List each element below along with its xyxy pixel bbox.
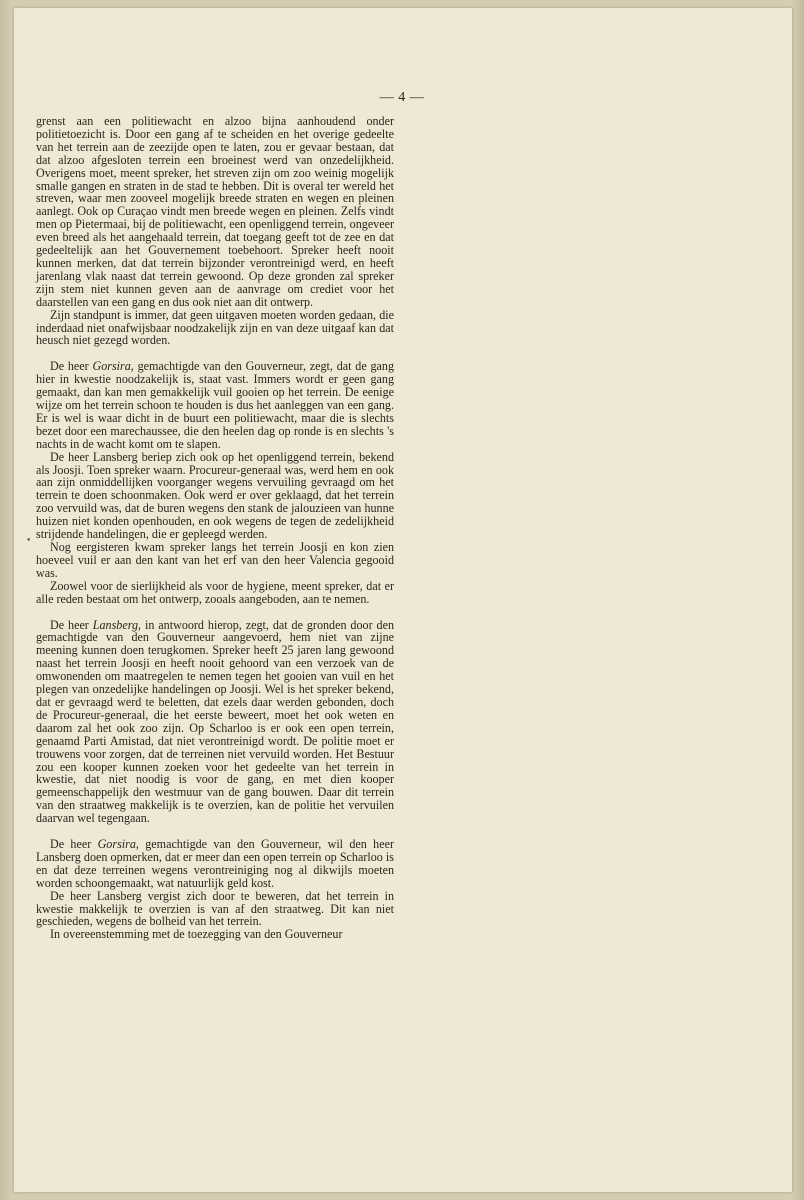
speaker-prefix: De heer [50, 837, 98, 852]
speaker-name: Gorsira, [92, 359, 134, 374]
paragraph-3 [36, 360, 394, 450]
speaker-prefix: De heer [50, 359, 93, 374]
paragraph-4: De heer Lansberg beriep zich ook op het openliggend terrein, bekend als Joosji. Toen spreker waarn. Procureur-generaal was, werd hem en ook aan zijn onmiddellijken voorganger wegens vervuiling gevraagd om het terrein te doen schoonmaken. Ook werd er over geklaagd, dat het terrein zoo vervuild was, dat de buren wegens den stank de jalouzieen van hunne huizen niet konden openhouden, en ook wegens de tegen de zedelijkheid strijdende handelingen, die er gepleegd werden. [36, 449, 394, 542]
paragraph-10: In overeenstemming met de toezegging van den Gouverneur [50, 927, 343, 942]
paragraph-1: grenst aan een politiewacht en alzoo bijna aanhoudend onder politietoezicht is. Door een gang af te scheiden en het overige gedeelte van het terrein aan de zeezijde open te laten, zou er gevaar bestaan, dat dat alzoo afgesloten terrein een broeinest werd van onzedelijkheid. Overigens moet, meent spreker, het streven zijn om zoo weinig mogelijk smalle gangen en straten in de stad te hebben. Dit is overal ter wereld het streven, waar men zooveel mogelijk breede straten en wegen en pleinen aanlegt. Ook op Curaçao vindt men breede wegen en pleinen. Zelfs vindt men op Pietermaai, bij de politiewacht, een openliggend terrein, ongeveer even breed als het aangehaald terrein, dat toegang geeft tot de zee en dat gedeeltelijk aan het Gouvernement toebehoort. Spreker heeft nooit kunnen merken, dat dat terrein bijzonder verontreinigd werd, en heeft jarenlang vlak naast dat terrein gewoond. Op deze gronden zal spreker zijn stem niet kunnen geven aan de aanvrage om crediet voor het daarstellen van een gang en dus ook niet aan dit ontwerp. [36, 114, 394, 309]
paragraph-6: Zoowel voor de sierlijkheid als voor de hygiene, meent spreker, dat er alle reden bestaat om het ontwerp, zooals aangeboden, aan te nemen. [36, 578, 394, 606]
paragraph-2: Zijn standpunt is immer, dat geen uitgaven moeten worden gedaan, die inderdaad niet onafwijsbaar noodzakelijk zijn en van deze uitgaaf kan dat heusch niet gezegd worden. [36, 307, 394, 348]
text-column [36, 115, 394, 941]
paragraph-8 [36, 838, 394, 890]
speaker-name: Lansberg, [92, 617, 142, 632]
paragraph-body: gemachtigde van den Gouverneur, wil den heer Lansberg doen opmerken, dat er meer dan een open terrein op Scharloo is en dat deze terreinen wegens verontreiniging nog al dikwijls moeten worden schoongemaakt, wat natuurlijk geld kost. [36, 837, 394, 890]
binding-mark: • [26, 536, 32, 546]
paragraph-body: in antwoord hierop, zegt, dat de gronden door den gemachtigde van den Gouverneur aangevoerd, hem niet van zijne meening kunnen doen terugkomen. Spreker heeft 25 jaren lang gewoond naast het terrein Joosji en heeft nooit gehoord van een verzoek van de omwonenden om maatregelen te nemen tegen het gooien van vuil en het plegen van onzedelijke handelingen op Joosji. Wel is het spreker bekend, dat er gevraagd werd te beletten, dat ezels daar werden gebonden, doch de Procureur-generaal, die het eerste beweert, moet het ook weten en daarom zal het ook zoo zijn. Op Scharloo is er ook een open terrein, genaamd Parti Amistad, dat niet verontreinigd wordt. De politie moet er trouwens voor zorgen, dat de terreinen niet vervuild worden. Het Bestuur zou een kooper kunnen zoeken voor het gedeelte van het terrein in kwestie, dat niet noodig is voor de gang, en met dien kooper gemeenschappelijk den westmuur van de gang bouwen. Daar dit terrein van den straatweg makkelijk is te overzien, kan de politie het vervuilen daarvan wel tegengaan. [36, 617, 394, 826]
page-number: — 4 — [379, 90, 425, 105]
speaker-name: Gorsira, [97, 837, 139, 852]
paragraph-5: Nog eergisteren kwam spreker langs het terrein Joosji en kon zien hoeveel vuil er aan den kant van het erf van den heer Valencia gegooid was. [36, 540, 394, 580]
speaker-prefix: De heer [50, 617, 93, 632]
paragraph-body: gemachtigde van den Gouverneur, zegt, dat de gang hier in kwestie noodzakelijk is, staat vast. Immers wordt er geen gang gemaakt, dan kan men gemakkelijk vuil gooien op het terrein. De eenige wijze om het terrein schoon te houden is dus het aanleggen van een gang. Er is wel is waar dicht in de buurt een politiewacht, maar die is slechts bezet door een marechaussee, die den heelen dag op ronde is en slechts 's nachts in de wacht komt om te slapen. [36, 359, 394, 451]
paragraph-7 [36, 619, 394, 826]
paragraph-9: De heer Lansberg vergist zich door te beweren, dat het terrein in kwestie makkelijk te overzien is van af den straatweg. Dit kan niet geschieden, wegens de bolheid van het terrein. [36, 888, 394, 929]
